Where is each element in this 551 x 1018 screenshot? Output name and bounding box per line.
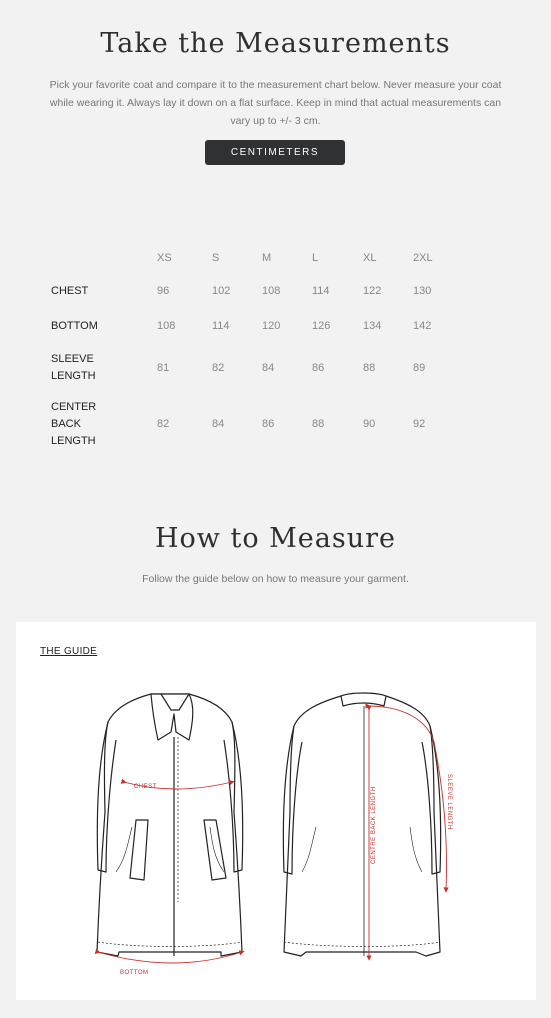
row-label-chest [51,283,121,300]
table-cell: 90 [363,418,376,430]
row-label-center-back-length [51,399,121,450]
column-header-xs: XS [157,252,172,264]
table-cell: 114 [212,320,230,332]
column-header-2xl: 2XL [413,252,433,264]
table-cell: 92 [413,418,426,430]
coat-measurement-diagram [16,622,536,1000]
table-cell: 86 [262,418,275,430]
coat-back-illustration [283,693,440,956]
centimeters-toggle-button[interactable]: CENTIMETERS [205,140,345,165]
row-label-line: CENTER [51,401,97,413]
table-cell: 86 [312,362,325,374]
row-label-line: LENGTH [51,435,96,447]
table-cell: 114 [312,285,330,297]
table-cell: 88 [363,362,376,374]
intro-text: Pick your favorite coat and compare it to the measurement chart below. Never measure your coat while wearing it. Always lay it down on a flat surface. Keep in mind that actual measurements can vary up to +/- 3 cm. [49,79,502,127]
how-to-measure-title: How to Measure [154,523,397,554]
chest-annotation: CHEST [134,784,157,790]
row-label-line: BOTTOM [51,320,98,332]
table-cell: 96 [157,285,170,297]
column-header-l: L [312,252,319,264]
table-cell: 122 [363,285,382,297]
row-label-line: SLEEVE [51,353,94,365]
table-cell: 82 [212,362,225,374]
table-cell: 108 [262,285,281,297]
table-cell: 84 [262,362,275,374]
table-cell: 134 [363,320,382,332]
table-cell: 126 [312,320,331,332]
table-cell: 84 [212,418,225,430]
bottom-annotation: BOTTOM [120,970,149,976]
row-label-bottom [51,318,121,335]
table-cell: 142 [413,320,432,332]
sleeve-length-annotation: SLEEVE LENGTH [446,774,452,830]
table-cell: 130 [413,285,432,297]
table-cell: 81 [157,362,170,374]
page-title: Take the Measurements [100,28,451,59]
table-cell: 88 [312,418,325,430]
column-header-s: S [212,252,220,264]
column-header-xl: XL [363,252,377,264]
row-label-line: BACK [51,418,81,430]
table-cell: 108 [157,320,176,332]
the-guide-link[interactable]: THE GUIDE [40,646,98,657]
row-label-sleeve-length [51,351,121,385]
table-cell: 120 [262,320,281,332]
table-cell: 89 [413,362,426,374]
table-cell: 82 [157,418,170,430]
measurement-guide-card [16,622,536,1000]
row-label-line: CHEST [51,285,89,297]
coat-front-illustration [97,694,243,956]
table-cell: 102 [212,285,231,297]
centre-back-length-annotation: CENTRE BACK LENGTH [371,786,377,864]
how-to-measure-subtitle: Follow the guide below on how to measure your garment. [142,573,409,585]
column-header-m: M [262,252,272,264]
row-label-line: LENGTH [51,370,96,382]
